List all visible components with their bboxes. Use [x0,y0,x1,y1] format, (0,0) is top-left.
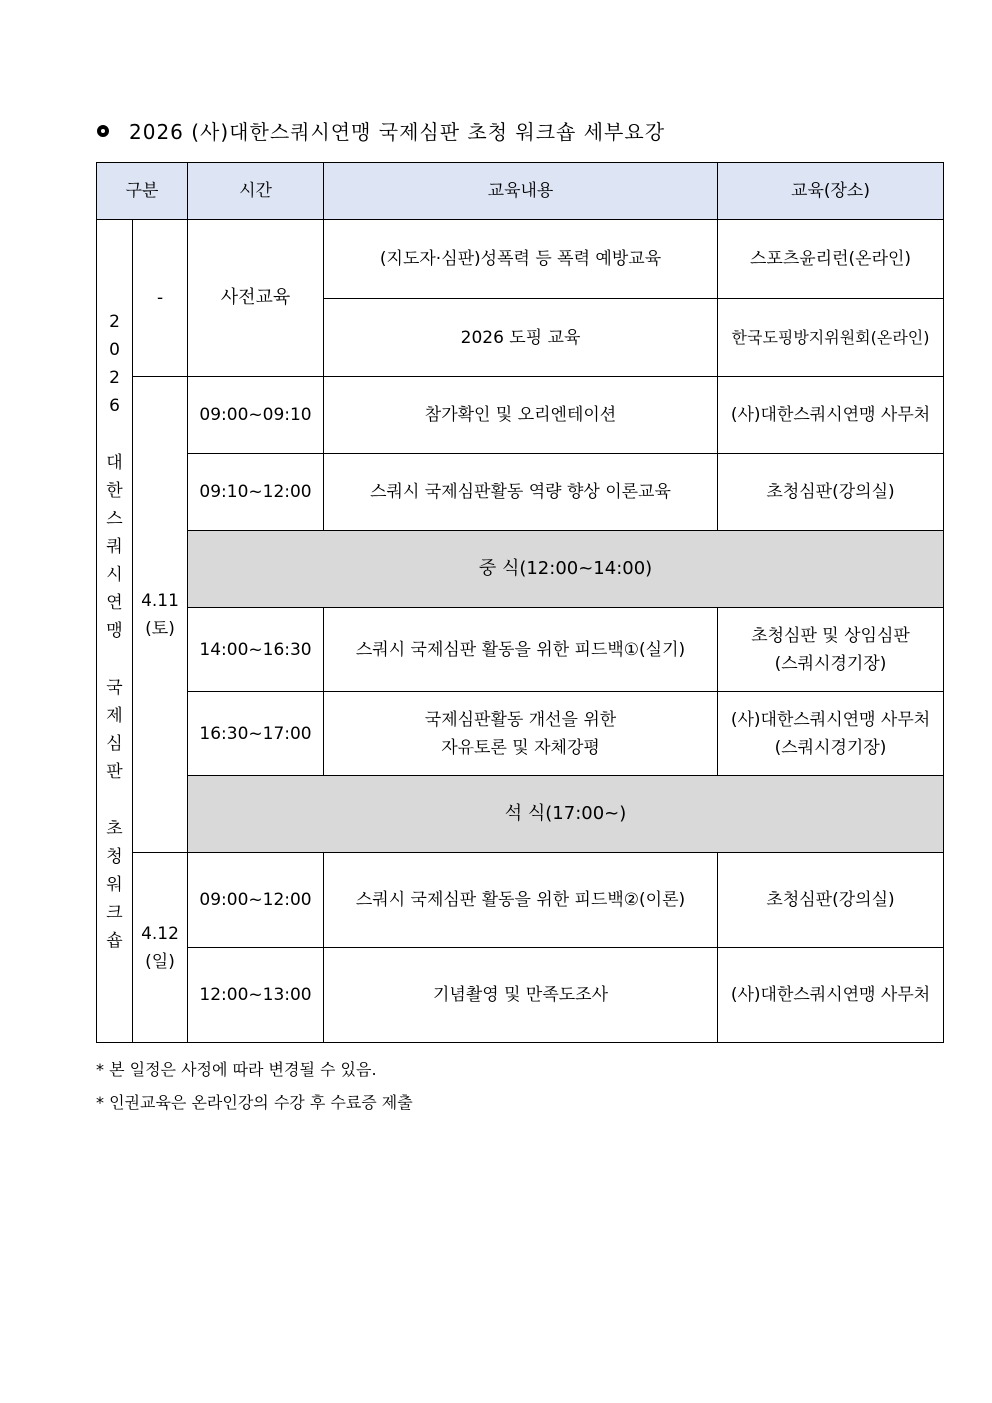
day1-venue-1: (사)대한스쿼시연맹 사무처 [718,377,944,454]
pre-day: - [133,220,188,377]
day1-time-2: 09:10~12:00 [188,454,324,531]
table-row [97,377,944,454]
day2-content-2: 기념촬영 및 만족도조사 [324,948,718,1043]
circle-bullet-icon [97,125,109,137]
header-row [97,163,944,220]
pre-venue-2: 한국도핑방지위원회(온라인) [718,299,944,377]
day2-time-2: 12:00~13:00 [188,948,324,1043]
day1-content-3: 스쿼시 국제심판 활동을 위한 피드백①(실기) [324,608,718,692]
table-row [97,531,944,608]
day1-time-3: 14:00~16:30 [188,608,324,692]
title-text: 2026 (사)대한스쿼시연맹 국제심판 초청 워크숍 세부요강 [129,120,666,144]
table-row [97,220,944,299]
document-title [97,116,665,145]
note-1: * 본 일정은 사정에 따라 변경될 수 있음. [96,1060,377,1079]
note-2: * 인권교육은 온라인강의 수강 후 수료증 제출 [96,1093,413,1112]
header-time: 시간 [188,163,324,220]
day1-content-2: 스쿼시 국제심판활동 역량 향상 이론교육 [324,454,718,531]
table-row [97,948,944,1043]
header-venue: 교육(장소) [718,163,944,220]
day2-content-1: 스쿼시 국제심판 활동을 위한 피드백②(이론) [324,853,718,948]
day1-content-1: 참가확인 및 오리엔테이션 [324,377,718,454]
header-content: 교육내용 [324,163,718,220]
pre-content-2: 2026 도핑 교육 [324,299,718,377]
day1-venue-4: (사)대한스쿼시연맹 사무처 (스쿼시경기장) [718,692,944,776]
table-row [97,608,944,692]
dinner-row: 석 식(17:00~) [188,776,944,853]
day1-content-4: 국제심판활동 개선을 위한 자유토론 및 자체강평 [324,692,718,776]
day2-date: 4.12 (일) [133,853,188,1043]
day2-time-1: 09:00~12:00 [188,853,324,948]
day1-time-4: 16:30~17:00 [188,692,324,776]
vertical-event-label: 2 0 2 6 대 한 스 쿼 시 연 맹 국 제 심 판 초 청 워 크 숍 [97,220,133,1043]
day2-venue-1: 초청심판(강의실) [718,853,944,948]
table-row [97,853,944,948]
schedule-table [96,162,944,1043]
pre-venue-1: 스포츠윤리런(온라인) [718,220,944,299]
table-row [97,776,944,853]
pre-time: 사전교육 [188,220,324,377]
lunch-row: 중 식(12:00~14:00) [188,531,944,608]
pre-content-1: (지도자·심판)성폭력 등 폭력 예방교육 [324,220,718,299]
day2-venue-2: (사)대한스쿼시연맹 사무처 [718,948,944,1043]
table-row [97,692,944,776]
day1-venue-2: 초청심판(강의실) [718,454,944,531]
header-category: 구분 [97,163,188,220]
day1-venue-3: 초청심판 및 상임심판 (스쿼시경기장) [718,608,944,692]
day1-time-1: 09:00~09:10 [188,377,324,454]
day1-date: 4.11 (토) [133,377,188,853]
table-row [97,454,944,531]
notes [96,1053,413,1119]
